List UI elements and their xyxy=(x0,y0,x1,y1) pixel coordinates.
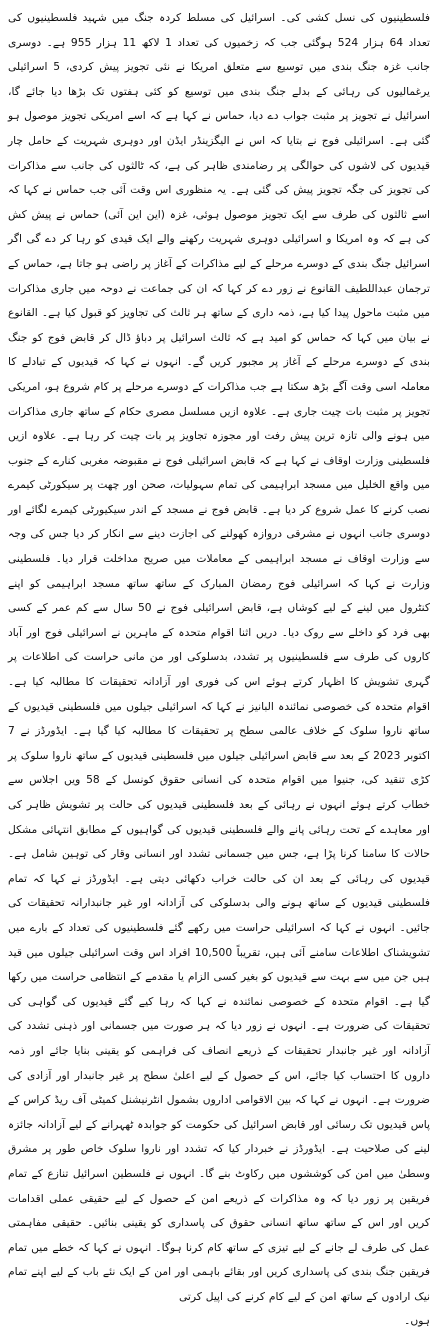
article-body: فلسطینیوں کی نسل کشی کی۔ اسرائیل کی مسلط کردہ جنگ میں شہید فلسطینیوں کی تعداد 64 ہزار 524 ہوگئی جب کہ زخمیوں کی تعداد 1 لاکھ 11 ہزار 955 ہے۔ دوسری جانب غزہ جنگ بندی میں توسیع سے متعلق امریکا نے نئی تجویز پیش کردی، 5 اسرائیلی یرغمالیوں کی رہائی کے بدلے جنگ بندی میں توسیع کو کئی ہفتوں تک بڑھا دیا جائے گا، اسرائیل نے تجویز پر مثبت جواب دے دیا، حماس نے کہا ہے کہ اسے امریکی تجویز موصول ہو گئی ہے۔ اسرائیلی فوج نے بتایا کہ اس نے الیگزینڈر ایڈن اور دوہری شہریت کے حامل چار قیدیوں کی لاشوں کی حوالگی پر رضامندی ظاہر کی ہے، کہ ٹالثوں کی جانب سے مذاکرات کی تجویز کی جگہ تجویز پیش کی گئی ہے۔ یہ منظوری اس وقت آئی جب حماس نے کہا کہ اسے ثالثوں کی طرف سے ایک تجویز موصول ہوئی، غزہ (این این آئی) حماس نے پیش کش کی ہے کہ وہ امریکا و اسرائیلی دوہری شہریت رکھنے والے ایک قیدی کو رہا کر دے گی اگر اسرائیل جنگ بندی کے دوسرے مرحلے کے لیے مذاکرات کے آغاز پر راضی ہو جاتا ہے، حماس کے ترجمان عبداللطیف القانوع نے زور دے کر کہا کہ ان کی جماعت نے دوحہ میں جاری مذاکرات میں مثبت ماحول پیدا کیا ہے، ذمہ داری کے ساتھ ہر ثالث کی تجاویز کو قبول کیا ہے۔ القانوع نے بیان میں کہا کہ حماس کو امید ہے کہ ثالث اسرائیل پر دباؤ ڈال کر قابض فوج کو جنگ بندی کے دوسرے مرحلے کے آغاز پر مجبور کریں گے۔ انہوں نے کہا کہ قیدیوں کے تبادلے کا معاملہ اسی وقت آگے بڑھ سکتا ہے جب مذاکرات کے دوسرے مرحلے پر کام شروع ہو، امریکی تجویز پر مثبت بات چیت جاری ہے۔ علاوہ ازیں مسلسل مصری حکام کے ساتھ جاری مذاکرات میں ہونے والی تازہ ترین پیش رفت اور مجوزہ تجاویز پر بات چیت کر رہا ہے۔ علاوہ ازیں فلسطینی وزارت اوقاف نے کہا ہے کہ قابض اسرائیلی فوج نے مقبوضہ مغربی کنارے کے جنوب میں واقع الخلیل میں مسجد ابراہیمی کی تمام سہولیات، صحن اور چھت پر سیکورٹی کیمرے نصب کرنے کا عمل شروع کر دیا ہے۔ قابض فوج نے مسجد کے اندر سیکیورٹی کیمرے لگائے اور دوسری جانب انہوں نے مشرقی دروازہ کھولنے کی اجازت دینے سے انکار کر دیا جس کی وجہ سے وزارت اوقاف نے مسجد ابراہیمی کے معاملات میں صریح مداخلت قرار دیا۔ فلسطینی وزارت نے کہا کہ اسرائیلی فوج رمضان المبارک کے ساتھ ساتھ مسجد ابراہیمی کو اپنے کنٹرول میں لینے کے لیے کوشاں ہے، قابض اسرائیلی فوج نے 50 سال سے کم عمر کے کسی بھی فرد کو داخلے سے روک دیا۔ دریں اثنا اقوام متحدہ کے ماہرین نے اسرائیلی فوج اور آباد کاروں کی طرف سے فلسطینیوں پر تشدد، بدسلوکی اور من مانی حراست کی اطلاعات پر گہری تشویش کا اظہار کرتے ہوئے اس کی فوری اور آزادانہ تحقیقات کا مطالبہ کیا ہے۔ اقوام متحدہ کی خصوصی نمائندہ البانیز نے کہا کہ اسرائیلی جیلوں میں فلسطینی قیدیوں کے ساتھ ناروا سلوک کے خلاف عالمی سطح پر تحقیقات کا مطالبہ کیا گیا ہے۔ ایڈورڈز نے 7 اکتوبر 2023 کے بعد سے قابض اسرائیلی جیلوں میں فلسطینی قیدیوں کے ساتھ ناروا سلوک پر کڑی تنقید کی، جنیوا میں اقوام متحدہ کی انسانی حقوق کونسل کے 58 ویں اجلاس سے خطاب کرتے ہوئے انہوں نے رہائی کے بعد فلسطینی قیدیوں کی حالت پر تشویش ظاہر کی اور معاہدے کے تحت رہائی پانے والے فلسطینی قیدیوں کی گواہیوں کے مطابق انتہائی مشکل حالات کا سامنا کرنا پڑا ہے، جس میں جسمانی تشدد اور انسانی وقار کی توہین شامل ہے۔ قیدیوں کی رہائی کے بعد ان کی حالت خراب دکھائی دیتی ہے۔ ایڈورڈز نے کہا کہ تمام فلسطینی قیدیوں کے ساتھ ہونے والی بدسلوکی کی آزادانہ اور غیر جانبدارانہ تحقیقات کی جائیں۔ انہوں نے کہا کہ اسرائیلی حراست میں رکھے گئے فلسطینیوں کی تعداد کے بارے میں تشویشناک اطلاعات سامنے آئی ہیں، تقریباً 10,500 افراد اس وقت اسرائیلی جیلوں میں قید ہیں جن میں سے بہت سے قیدیوں کو بغیر کسی الزام یا مقدمے کے انتظامی حراست میں رکھا گیا ہے۔ اقوام متحدہ کے خصوصی نمائندہ نے کہا کہ رہا کیے گئے قیدیوں کی گواہی کی تحقیقات کی ضرورت ہے۔ انہوں نے زور دیا کہ ہر صورت میں جسمانی اور ذہنی تشدد کی آزادانہ اور غیر جانبدار تحقیقات کے ذریعے انصاف کی فراہمی کو یقینی بنایا جائے اور ذمہ داروں کا احتساب کیا جائے، اس کے حصول کے لیے اعلیٰ سطح پر غیر جانبدار اور آزادی کی ضرورت ہے۔ انہوں نے کہا کہ بین الاقوامی اداروں بشمول انٹرنیشنل کمیٹی آف ریڈ کراس کے پاس قیدیوں تک رسائی اور قابض اسرائیل کی حکومت کو جوابدہ ٹھہرانے کے لیے آزادانہ جائزہ لینے کی صلاحیت ہے۔ ایڈورڈز نے خبردار کیا کہ تشدد اور ناروا سلوک خاص طور پر مشرق وسطیٰ میں امن کی کوششوں میں رکاوٹ بنے گا۔ انہوں نے فلسطین اسرائیل تنازع کے تمام فریقین پر زور دیا کہ وہ مذاکرات کے ذریعے امن کے حصول کے لیے حقیقی عملی اقدامات کریں اور اس کے ساتھ ساتھ انسانی حقوق کی پاسداری کو یقینی بنائیں۔ حقیقی مفاہمتی عمل کی طرف لے جانے کے لیے تیزی کے ساتھ کام کرنا ہوگا۔ انہوں نے کہا کہ خطے میں تمام فریقین جنگ بندی کی پاسداری کریں اور بقائے باہمی اور امن کے ایک نئے باب کے لیے اپنے تمام نیک ارادوں کے ساتھ امن کے لیے کام کرنے کی اپیل کرتی xyxy=(8,11,431,1303)
article-closing-line: ہوں۔ xyxy=(404,1314,430,1328)
